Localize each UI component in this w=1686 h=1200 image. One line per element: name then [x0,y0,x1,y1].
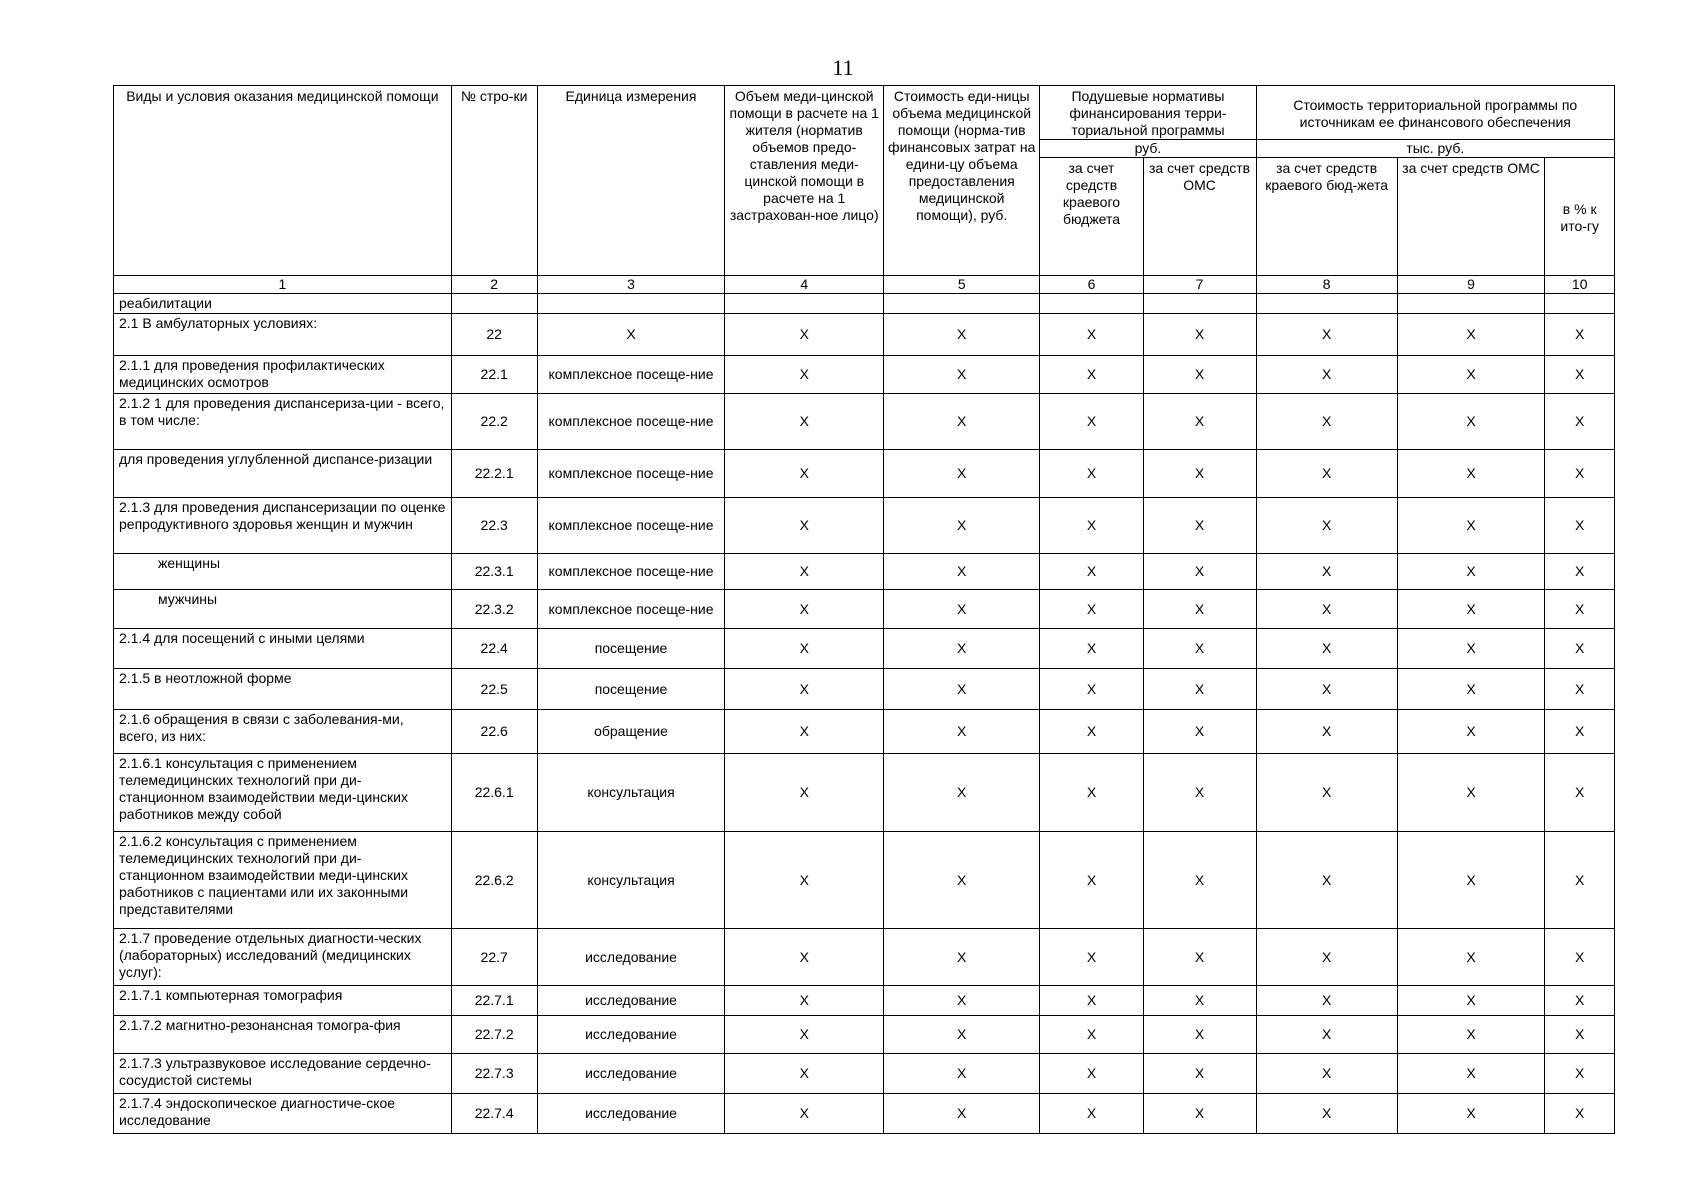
row-value: Х [884,669,1040,710]
row-value: Х [1040,450,1143,498]
row-value: Х [1397,629,1545,669]
row-value: Х [1143,754,1256,832]
row-value: Х [1545,1054,1615,1094]
column-number-row [114,276,1615,294]
row-value: Х [725,1094,884,1134]
row-unit: комплексное посеще-ние [537,450,725,498]
table-row [114,986,1615,1016]
row-value: Х [1545,590,1615,629]
row-name: 2.1.2 1 для проведения диспансериза-ции - всего, в том числе: [114,394,452,450]
row-value: Х [1545,669,1615,710]
row-number: 22.7 [451,929,537,986]
row-value: Х [1256,314,1397,356]
row-name: 2.1.7.4 эндоскопическое диагностиче-ское исследование [114,1094,452,1134]
row-value: Х [1040,986,1143,1016]
row-value: Х [1040,1054,1143,1094]
row-unit: комплексное посеще-ние [537,356,725,394]
row-value: Х [1545,1094,1615,1134]
row-value: Х [884,356,1040,394]
row-number: 22.7.1 [451,986,537,1016]
row-unit: обращение [537,710,725,754]
row-value [1256,294,1397,314]
row-number: 22.5 [451,669,537,710]
header-row-number: № стро-ки [451,86,537,276]
row-value: Х [1256,498,1397,554]
row-value: Х [1143,590,1256,629]
header-per-capita-unit: руб. [1040,140,1256,158]
row-value: Х [1143,669,1256,710]
row-value: Х [1256,1016,1397,1054]
table-row [114,929,1615,986]
row-number: 22.2.1 [451,450,537,498]
row-value: Х [725,629,884,669]
row-unit: консультация [537,754,725,832]
row-value: Х [1397,710,1545,754]
row-value: Х [1397,832,1545,929]
row-name: для проведения углубленной диспансе-ризации [114,450,452,498]
header-care-types: Виды и условия оказания медицинской помощи [114,86,452,276]
row-number: 22.6.2 [451,832,537,929]
row-name: 2.1.7 проведение отдельных диагности-ческих (лабораторных) исследований (медицинских услуг): [114,929,452,986]
row-value: Х [1545,554,1615,590]
row-number: 22.7.2 [451,1016,537,1054]
row-value: Х [725,450,884,498]
row-value: Х [884,754,1040,832]
row-name: реабилитации [114,294,452,314]
row-unit: комплексное посеще-ние [537,498,725,554]
row-number: 22.4 [451,629,537,669]
row-value: Х [1397,754,1545,832]
row-value: Х [1545,498,1615,554]
row-value: Х [1397,450,1545,498]
row-unit: комплексное посеще-ние [537,394,725,450]
row-value: Х [884,929,1040,986]
table-row [114,754,1615,832]
row-value [884,294,1040,314]
column-number: 10 [1545,276,1615,294]
row-value: Х [1397,929,1545,986]
row-unit: исследование [537,986,725,1016]
row-value: Х [1545,832,1615,929]
row-value: Х [884,394,1040,450]
row-value: Х [1143,1016,1256,1054]
header-per-capita-budget: за счет средств краевого бюджета [1040,158,1143,276]
row-value: Х [1256,356,1397,394]
column-number: 1 [114,276,452,294]
row-value: Х [884,1054,1040,1094]
header-per-capita-oms: за счет средств ОМС [1143,158,1256,276]
row-value: Х [1397,394,1545,450]
table-row [114,669,1615,710]
row-value: Х [1545,450,1615,498]
row-number [451,294,537,314]
row-value: Х [725,554,884,590]
row-unit: исследование [537,929,725,986]
row-value: Х [884,498,1040,554]
row-value: Х [1397,1054,1545,1094]
row-value: Х [884,710,1040,754]
row-value: Х [725,669,884,710]
row-value: Х [1143,710,1256,754]
table-row [114,450,1615,498]
row-value: Х [1256,669,1397,710]
row-value: Х [725,929,884,986]
row-value: Х [1256,710,1397,754]
row-value: Х [1143,629,1256,669]
row-unit: комплексное посеще-ние [537,554,725,590]
row-value: Х [1397,498,1545,554]
row-name: 2.1.6.1 консультация с применением телемедицинских технологий при ди-станционном взаимодействии меди-цинских работников между собой [114,754,452,832]
row-value: Х [884,832,1040,929]
table-row [114,394,1615,450]
row-value: Х [1143,450,1256,498]
row-value: Х [725,498,884,554]
row-value: Х [725,710,884,754]
row-value: Х [1256,629,1397,669]
row-value: Х [884,314,1040,356]
row-value: Х [1256,986,1397,1016]
row-number: 22.3.1 [451,554,537,590]
row-name: мужчины [114,590,452,629]
row-value: Х [1143,554,1256,590]
row-value: Х [1040,1094,1143,1134]
row-value: Х [725,754,884,832]
column-number: 2 [451,276,537,294]
table-row [114,1094,1615,1134]
row-value: Х [1040,314,1143,356]
column-number: 7 [1143,276,1256,294]
table-row [114,710,1615,754]
row-name: 2.1.7.2 магнитно-резонансная томогра-фия [114,1016,452,1054]
row-value: Х [725,590,884,629]
column-number: 8 [1256,276,1397,294]
row-value: Х [1040,356,1143,394]
row-name: 2.1.6.2 консультация с применением телемедицинских технологий при ди-станционном взаимодействии меди-цинских работников с пациентами или их законными представителями [114,832,452,929]
row-value: Х [1256,590,1397,629]
row-value: Х [1143,314,1256,356]
page-number: 11 [832,55,854,80]
row-unit: исследование [537,1016,725,1054]
table-row [114,314,1615,356]
row-value: Х [1143,986,1256,1016]
row-value: Х [1040,590,1143,629]
row-unit: посещение [537,669,725,710]
row-name: 2.1 В амбулаторных условиях: [114,314,452,356]
table-row [114,590,1615,629]
row-unit: исследование [537,1054,725,1094]
row-unit [537,294,725,314]
row-value: Х [1545,314,1615,356]
row-number: 22.6.1 [451,754,537,832]
row-name: 2.1.4 для посещений с иными целями [114,629,452,669]
row-value: Х [1545,394,1615,450]
header-cost-oms: за счет средств ОМС [1397,158,1545,276]
row-value: Х [725,986,884,1016]
row-value: Х [725,1054,884,1094]
row-value: Х [1143,1054,1256,1094]
row-value: Х [1545,929,1615,986]
row-value: Х [725,1016,884,1054]
row-value: Х [1143,929,1256,986]
header-unit: Единица измерения [537,86,725,276]
row-value: Х [1397,1094,1545,1134]
header-cost-budget: за счет средств краевого бюд-жета [1256,158,1397,276]
header-percent: в % к ито-гу [1545,158,1615,276]
row-value [725,294,884,314]
row-value: Х [1256,1054,1397,1094]
row-value: Х [1397,1016,1545,1054]
row-value: Х [1143,356,1256,394]
row-value: Х [1040,554,1143,590]
row-value: Х [1040,629,1143,669]
row-name: 2.1.6 обращения в связи с заболевания-ми, всего, из них: [114,710,452,754]
row-number: 22.1 [451,356,537,394]
row-value: Х [1545,754,1615,832]
row-name: 2.1.1 для проведения профилактических медицинских осмотров [114,356,452,394]
row-value: Х [1040,754,1143,832]
column-number: 5 [884,276,1040,294]
row-name: женщины [114,554,452,590]
table-row [114,1054,1615,1094]
row-value: Х [1040,1016,1143,1054]
row-value: Х [1545,356,1615,394]
header-volume [725,86,884,276]
table-row [114,498,1615,554]
column-number: 6 [1040,276,1143,294]
row-value: Х [884,450,1040,498]
row-value: Х [1397,356,1545,394]
row-value: Х [725,356,884,394]
funding-table [113,85,1615,1134]
row-value: Х [1143,498,1256,554]
column-number: 4 [725,276,884,294]
header-volume-text: Объем меди-цинской помощи в расчете на 1 жителя (норматив объемов предо-ставления меди-цинской помощи в расчете на 1 застрахован-ное лицо) [729,88,879,223]
row-unit: комплексное посеще-ние [537,590,725,629]
row-value: Х [1040,394,1143,450]
row-value: Х [1040,498,1143,554]
row-value: Х [725,394,884,450]
row-value: Х [1397,554,1545,590]
row-value: Х [884,986,1040,1016]
row-value: Х [1397,314,1545,356]
table-row [114,294,1615,314]
table-row [114,356,1615,394]
header-program-cost: Стоимость территориальной программы по источникам ее финансового обеспечения [1256,86,1614,140]
row-value: Х [884,1016,1040,1054]
column-number: 3 [537,276,725,294]
row-value: Х [884,629,1040,669]
row-number: 22.2 [451,394,537,450]
row-number: 22.3.2 [451,590,537,629]
row-value: Х [1256,394,1397,450]
row-value: Х [1256,554,1397,590]
row-value: Х [1040,929,1143,986]
row-value: Х [1545,986,1615,1016]
row-value: Х [1256,832,1397,929]
row-value: Х [1040,669,1143,710]
row-unit: исследование [537,1094,725,1134]
table-row [114,1016,1615,1054]
header-unit-cost: Стоимость еди-ницы объема медицинской помощи (норма-тив финансовых затрат на едини-цу объема предоставления медицинской помощи), руб. [884,86,1040,276]
header-row-1 [114,86,1615,140]
row-number: 22.6 [451,710,537,754]
row-value: Х [1397,986,1545,1016]
row-value: Х [1256,929,1397,986]
row-name: 2.1.7.3 ультразвуковое исследование сердечно-сосудистой системы [114,1054,452,1094]
row-value [1143,294,1256,314]
row-number: 22.7.3 [451,1054,537,1094]
table-row [114,554,1615,590]
column-number: 9 [1397,276,1545,294]
header-program-cost-unit: тыс. руб. [1256,140,1614,158]
row-value: Х [1397,590,1545,629]
row-value: Х [1545,629,1615,669]
row-number: 22.7.4 [451,1094,537,1134]
row-value [1040,294,1143,314]
row-value: Х [1143,1094,1256,1134]
row-value: Х [1256,1094,1397,1134]
row-value [1545,294,1615,314]
row-unit: Х [537,314,725,356]
row-value [1397,294,1545,314]
row-name: 2.1.3 для проведения диспансеризации по оценке репродуктивного здоровья женщин и мужчин [114,498,452,554]
row-value: Х [1397,669,1545,710]
row-unit: консультация [537,832,725,929]
row-value: Х [725,314,884,356]
row-name: 2.1.7.1 компьютерная томография [114,986,452,1016]
row-number: 22 [451,314,537,356]
header-per-capita: Подушевые нормативы финансирования терри-ториальной программы [1040,86,1256,140]
row-number: 22.3 [451,498,537,554]
row-value: Х [1545,710,1615,754]
row-unit: посещение [537,629,725,669]
table-row [114,832,1615,929]
table-row [114,629,1615,669]
row-value: Х [884,554,1040,590]
row-value: Х [1256,450,1397,498]
row-value: Х [884,590,1040,629]
row-value: Х [1143,832,1256,929]
row-value: Х [1040,832,1143,929]
row-value: Х [1040,710,1143,754]
row-value: Х [1545,1016,1615,1054]
row-value: Х [884,1094,1040,1134]
row-value: Х [1256,754,1397,832]
row-value: Х [725,832,884,929]
row-name: 2.1.5 в неотложной форме [114,669,452,710]
row-value: Х [1143,394,1256,450]
